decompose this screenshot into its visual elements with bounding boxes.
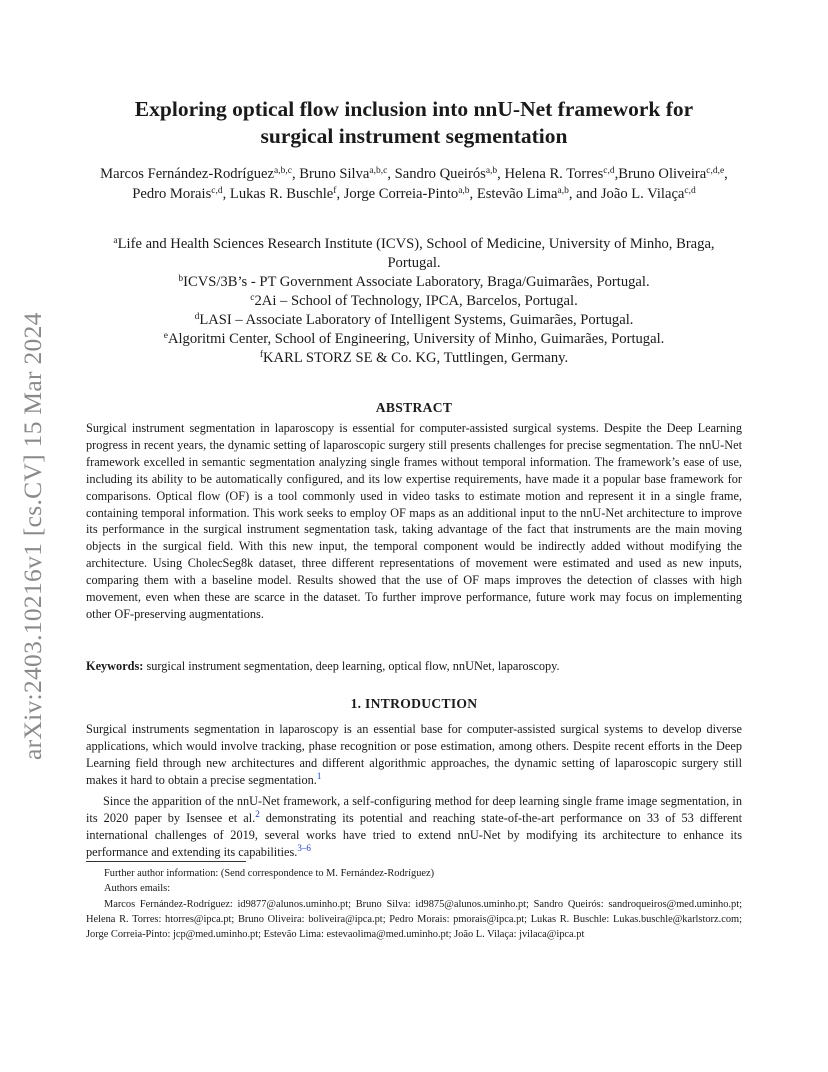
affiliation-marker: e (163, 331, 168, 341)
author-name: Jorge Correia-Pinto (343, 186, 459, 202)
affiliation-marker: d (194, 312, 200, 322)
arxiv-identifier-watermark: arXiv:2403.10216v1 [cs.CV] 15 Mar 2024 (18, 312, 47, 760)
introduction-heading: 1. INTRODUCTION (350, 696, 478, 711)
affiliation-item (86, 330, 742, 349)
author-affiliation-marker: c,d (603, 166, 615, 176)
author-separator: , (336, 186, 344, 202)
author-affiliation-marker: a,b (458, 186, 470, 196)
footnote-emails: Marcos Fernández-Rodríguez: id9877@alunos.uminho.pt; Bruno Silva: id9875@alunos.uminho.pt; Sandro Queirós: sandroqueiros@med.uminho.pt; Helena R. Torres: htorres@ipca.pt; Bruno Oliveira: boliveira@ipca.pt; Pedro Morais: pmorais@ipca.pt; Lukas R. Buschle: Lukas.buschle@karlstorz.com; Jorge Correia-Pinto: jcp@med.uminho.pt; Estevão Lima: estevaolima@med.uminho.pt; João L. Vilaça: jvilaca@ipca.pt (86, 898, 742, 941)
author-affiliation-marker: a,b,c (274, 166, 292, 176)
affiliation-text: ICVS/3B’s - PT Government Associate Laboratory, Braga/Guimarães, Portugal. (183, 274, 650, 290)
author-separator: , and (568, 186, 601, 202)
footnote-correspondence: Further author information: (Send correspondence to M. Fernández-Rodríguez) (104, 868, 435, 879)
author-name: Bruno Oliveira (618, 166, 707, 182)
affiliation-list (86, 235, 742, 368)
affiliation-marker: f (259, 350, 264, 360)
author-affiliation-marker: f (333, 186, 337, 196)
footnote-rule (86, 861, 246, 862)
author-affiliation-marker: a,b (557, 186, 569, 196)
intro-paragraph-2 (86, 793, 742, 861)
author-affiliation-marker: a,b,c (369, 166, 388, 176)
affiliation-text: KARL STORZ SE & Co. KG, Tuttlingen, Germany. (263, 350, 569, 366)
affiliation-marker: b (178, 274, 184, 284)
author-separator: , (387, 166, 395, 182)
affiliation-text: Algoritmi Center, School of Engineering, University of Minho, Guimarães, Portugal. (167, 331, 665, 347)
affiliation-item (86, 273, 742, 292)
affiliation-marker: a (113, 236, 118, 246)
citation-link[interactable]: 3–6 (297, 842, 311, 853)
author-name: Sandro Queirós (394, 166, 486, 182)
keywords-label: Keywords: (86, 659, 144, 673)
keywords (86, 658, 742, 675)
affiliation-text: LASI – Associate Laboratory of Intelligent Systems, Guimarães, Portugal. (199, 312, 634, 328)
citation-link[interactable]: 1 (316, 770, 322, 781)
footnote (86, 866, 742, 942)
author-affiliation-marker: c,d,e (706, 166, 725, 176)
abstract-text: Surgical instrument segmentation in laparoscopy is essential for computer-assisted surgical systems. Despite the Deep Learning progress in recent years, the dynamic setting of laparoscopic surgery still presents challenges for precise segmentation. The nnU-Net framework excelled in semantic segmentation analyzing single frames without temporal information. The framework’s ease of use, including its ability to be automatically configured, and its low expertise requirements, have made it a popular base framework for comparisons. Optical flow (OF) is a tool commonly used in video tasks to estimate motion and represent it in a single frame, containing temporal information. This work seeks to employ OF maps as an additional input to the nnU-Net architecture to improve its performance in the surgical instrument segmentation task, taking advantage of the fact that instruments are the main moving objects in the surgical field. With this new input, the temporal component would be indirectly added without modifying the architecture. Using CholecSeg8k dataset, three different representations of movement were estimated and used as new inputs, comparing them with a baseline model. Results showed that the use of OF maps improves the detection of classes with high movement, even when these are scarce in the dataset. To further improve performance, future work may focus on implementing other OF-preserving augmentations. (86, 421, 742, 621)
author-list (86, 164, 742, 204)
intro-paragraph-2-text-b: demonstrating its potential and reaching state-of-the-art performance on 33 of 53 different international challenges of 2019, several works have tried to extend nnU-Net by modifying its architecture to enhance its performance and extending its capabilities. (86, 810, 742, 859)
title-line-1: Exploring optical flow inclusion into nnU-Net framework for (134, 97, 694, 121)
affiliation-item (86, 349, 742, 368)
author-separator: , (614, 166, 619, 182)
author-name: Helena R. Torres (504, 166, 604, 182)
author-separator: , (724, 166, 728, 182)
author-name: João L. Vilaça (600, 186, 685, 202)
paper-title (86, 96, 742, 150)
author-affiliation-marker: c,d (684, 186, 696, 196)
keywords-text: surgical instrument segmentation, deep learning, optical flow, nnUNet, laparoscopy. (146, 659, 560, 673)
citation-link[interactable]: 2 (255, 808, 260, 819)
author-name: Lukas R. Buschle (229, 186, 334, 202)
author-name: Marcos Fernández-Rodríguez (100, 166, 275, 182)
author-affiliation-marker: a,b (485, 166, 498, 176)
author-affiliation-marker: c,d (211, 186, 223, 196)
affiliation-item (86, 235, 742, 273)
intro-paragraph-2-text-a: Since the apparition of the nnU-Net framework, a self-configuring method for deep learning single frame image segmentation, in its 2020 paper by Isensee et al. (86, 794, 742, 825)
affiliation-text: 2Ai – School of Technology, IPCA, Barcelos, Portugal. (254, 293, 578, 309)
author-separator: , (497, 166, 505, 182)
author-separator: , (469, 186, 477, 202)
abstract-heading: ABSTRACT (375, 400, 453, 415)
footnote-emails-label: Authors emails: (104, 883, 171, 895)
affiliation-text: Life and Health Sciences Research Institute (ICVS), School of Medicine, University of Minho, Braga, Portugal. (117, 236, 715, 271)
author-separator: , (222, 186, 230, 202)
author-name: Estevão Lima (476, 186, 558, 202)
author-name: Pedro Morais (132, 186, 212, 202)
author-separator: , (291, 166, 300, 182)
intro-paragraph-1-text: Surgical instruments segmentation in laparoscopy is an essential base for computer-assisted surgical systems to develop diverse applications, which would involve tracking, phase recognition or pose estimation, among others. Despite recent efforts in the Deep Learning field through new architectures and different algorithmic approaches, the dynamic setting of laparoscopic surgery still makes it hard to obtain a precise segmentation. (86, 722, 742, 787)
affiliation-item (86, 292, 742, 311)
affiliation-item (86, 311, 742, 330)
author-name: Bruno Silva (299, 166, 370, 182)
intro-paragraph-1 (86, 721, 742, 789)
title-line-2: surgical instrument segmentation (260, 124, 568, 148)
affiliation-marker: c (250, 293, 255, 303)
